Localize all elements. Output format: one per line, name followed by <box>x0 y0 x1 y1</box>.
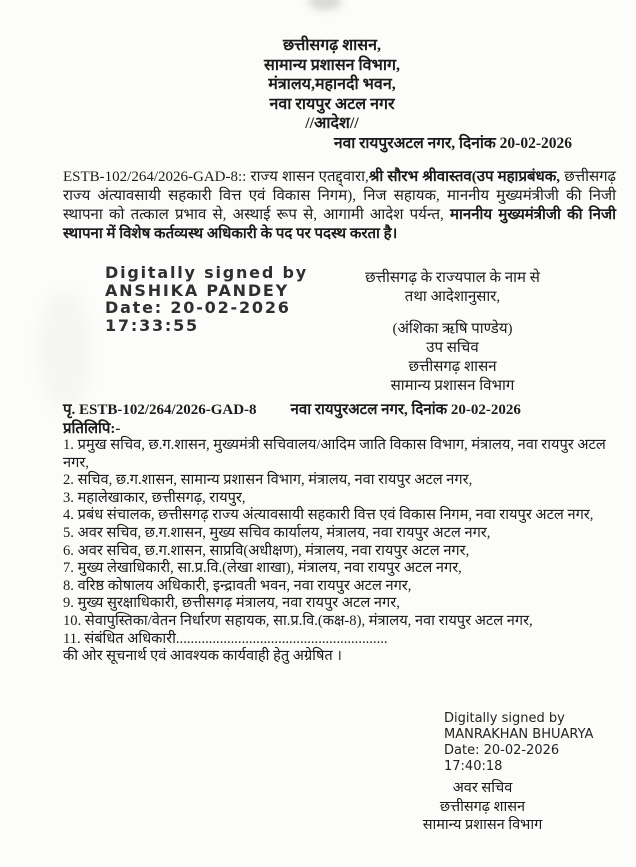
order-body-text: छत्तीसगढ़ राज्य अंत्यावसायी सहकारी वित्त एवं विकास निगम), निज सहायक, माननीय मुख्यमंत्रीजी की निजी स्थापना को तत्काल प्रभाव से, अस्थाई रूप से, आगामी आदेश पर्यन्त, <box>63 169 616 223</box>
signatory-government: छत्तीसगढ़ शासन <box>408 359 497 375</box>
signature-label: Digitally signed by <box>444 711 565 726</box>
signatory-department: सामान्य प्रशासन विभाग <box>422 817 543 833</box>
under-secretary-block <box>400 779 565 835</box>
endorsement-ref-line <box>63 399 521 419</box>
signatory-department: सामान्य प्रशासन विभाग <box>390 378 515 394</box>
copy-distribution-list <box>63 437 619 666</box>
copy-item-5: 5. अवर सचिव, छ.ग.शासन, मुख्य सचिव कार्यालय, मंत्रालय, नवा रायपुर अटल नगर, <box>63 524 491 541</box>
order-paragraph <box>63 168 616 244</box>
in-the-name-of-governor: छत्तीसगढ़ के राज्यपाल के नाम से <box>365 270 540 286</box>
order-title: //आदेश// <box>305 115 359 132</box>
copy-to-label: प्रतिलिपि:- <box>63 421 121 437</box>
copy-item-8: 8. वरिष्ठ कोषालय अधिकारी, इन्द्रावती भवन, नवा रायपुर अटल नगर, <box>63 577 412 594</box>
digital-signature-anshika <box>105 264 308 334</box>
signature-time: 17:33:55 <box>105 315 199 335</box>
copy-item-1: 1. प्रमुख सचिव, छ.ग.शासन, मुख्यमंत्री सचिवालय/आदिम जाति विकास विभाग, मंत्रालय, नवा रायपुर अटल नगर, <box>63 437 606 471</box>
copy-item-7: 7. मुख्य लेखाधिकारी, सा.प्र.वि.(लेखा शाखा), मंत्रालय, नवा रायपुर अटल नगर, <box>63 560 462 577</box>
letterhead-government: छत्तीसगढ़ शासन, <box>283 37 381 54</box>
scan-artifact <box>308 0 342 10</box>
scan-artifact <box>40 290 90 410</box>
signer-name: MANRAKHAN BHUARYA <box>444 727 594 742</box>
signature-date: Date: 20-02-2026 <box>105 298 291 317</box>
officer-name-bold: श्री सौरभ श्रीवास्तव(उप महाप्रबंधक, <box>368 169 561 185</box>
letterhead-department: सामान्य प्रशासन विभाग, <box>264 56 400 74</box>
endorsement-place-date: नवा रायपुरअटल नगर, दिनांक 20-02-2026 <box>290 402 521 418</box>
order-ref-number: ESTB-102/264/2026-GAD-8:: राज्य शासन एतद्द्वारा, <box>63 169 369 185</box>
authority-block <box>330 269 575 396</box>
order-posting-bold: माननीय मुख्यमंत्रीजी की निजी स्थापना में विशेष कर्तव्यस्थ अधिकारी के पद पर पदस्थ करता है। <box>63 207 616 242</box>
letterhead-building: मंत्रालय,महानदी भवन, <box>268 76 396 93</box>
forwarded-note: की ओर सूचनार्थ एवं आवश्यक कार्यवाही हेतु अग्रेषित । <box>63 648 342 665</box>
place-date-line: नवा रायपुरअटल नगर, दिनांक 20-02-2026 <box>333 135 572 152</box>
letterhead-city: नवा रायपुर अटल नगर <box>269 95 395 113</box>
copy-item-4: 4. प्रबंध संचालक, छत्तीसगढ़ राज्य अंत्यावसायी सहकारी वित्त एवं विकास निगम, नवा रायपुर अटल नगर, <box>63 507 594 524</box>
copy-item-2: 2. सचिव, छ.ग.शासन, सामान्य प्रशासन विभाग, मंत्रालय, नवा रायपुर अटल नगर, <box>63 472 473 489</box>
signatory-designation: अवर सचिव <box>452 780 513 796</box>
copy-item-9: 9. मुख्य सुरक्षाधिकारी, छत्तीसगढ़ मंत्रालय, नवा रायपुर अटल नगर, <box>63 595 400 612</box>
signer-name: ANSHIKA PANDEY <box>105 280 290 300</box>
signature-time: 17:40:18 <box>444 759 503 774</box>
digital-signature-manrakhan <box>444 711 593 775</box>
signature-label: Digitally signed by <box>105 263 308 282</box>
signatory-name: (अंशिका ऋषि पाण्डेय) <box>392 321 513 337</box>
copy-item-11: 11. संबंधित अधिकारी.......................................................... <box>63 630 388 647</box>
copy-item-3: 3. महालेखाकार, छत्तीसगढ़, रायपुर, <box>63 489 246 506</box>
letterhead <box>28 36 636 134</box>
copy-item-6: 6. अवर सचिव, छ.ग.शासन, साप्रवि(अधीक्षण), मंत्रालय, नवा रायपुर अटल नगर, <box>63 542 470 559</box>
signatory-government: छत्तीसगढ़ शासन <box>439 798 526 815</box>
signatory-designation: उप सचिव <box>426 340 479 356</box>
by-order-line: तथा आदेशानुसार, <box>404 289 501 305</box>
signature-date: Date: 20-02-2026 <box>444 743 560 758</box>
copy-item-10: 10. सेवापुस्तिका/वेतन निर्धारण सहायक, सा.प्र.वि.(कक्ष-8), मंत्रालय, नवा रायपुर अटल नगर, <box>63 612 533 629</box>
spacer <box>330 307 575 320</box>
endorsement-ref-number: पृ. ESTB-102/264/2026-GAD-8 <box>63 402 257 418</box>
